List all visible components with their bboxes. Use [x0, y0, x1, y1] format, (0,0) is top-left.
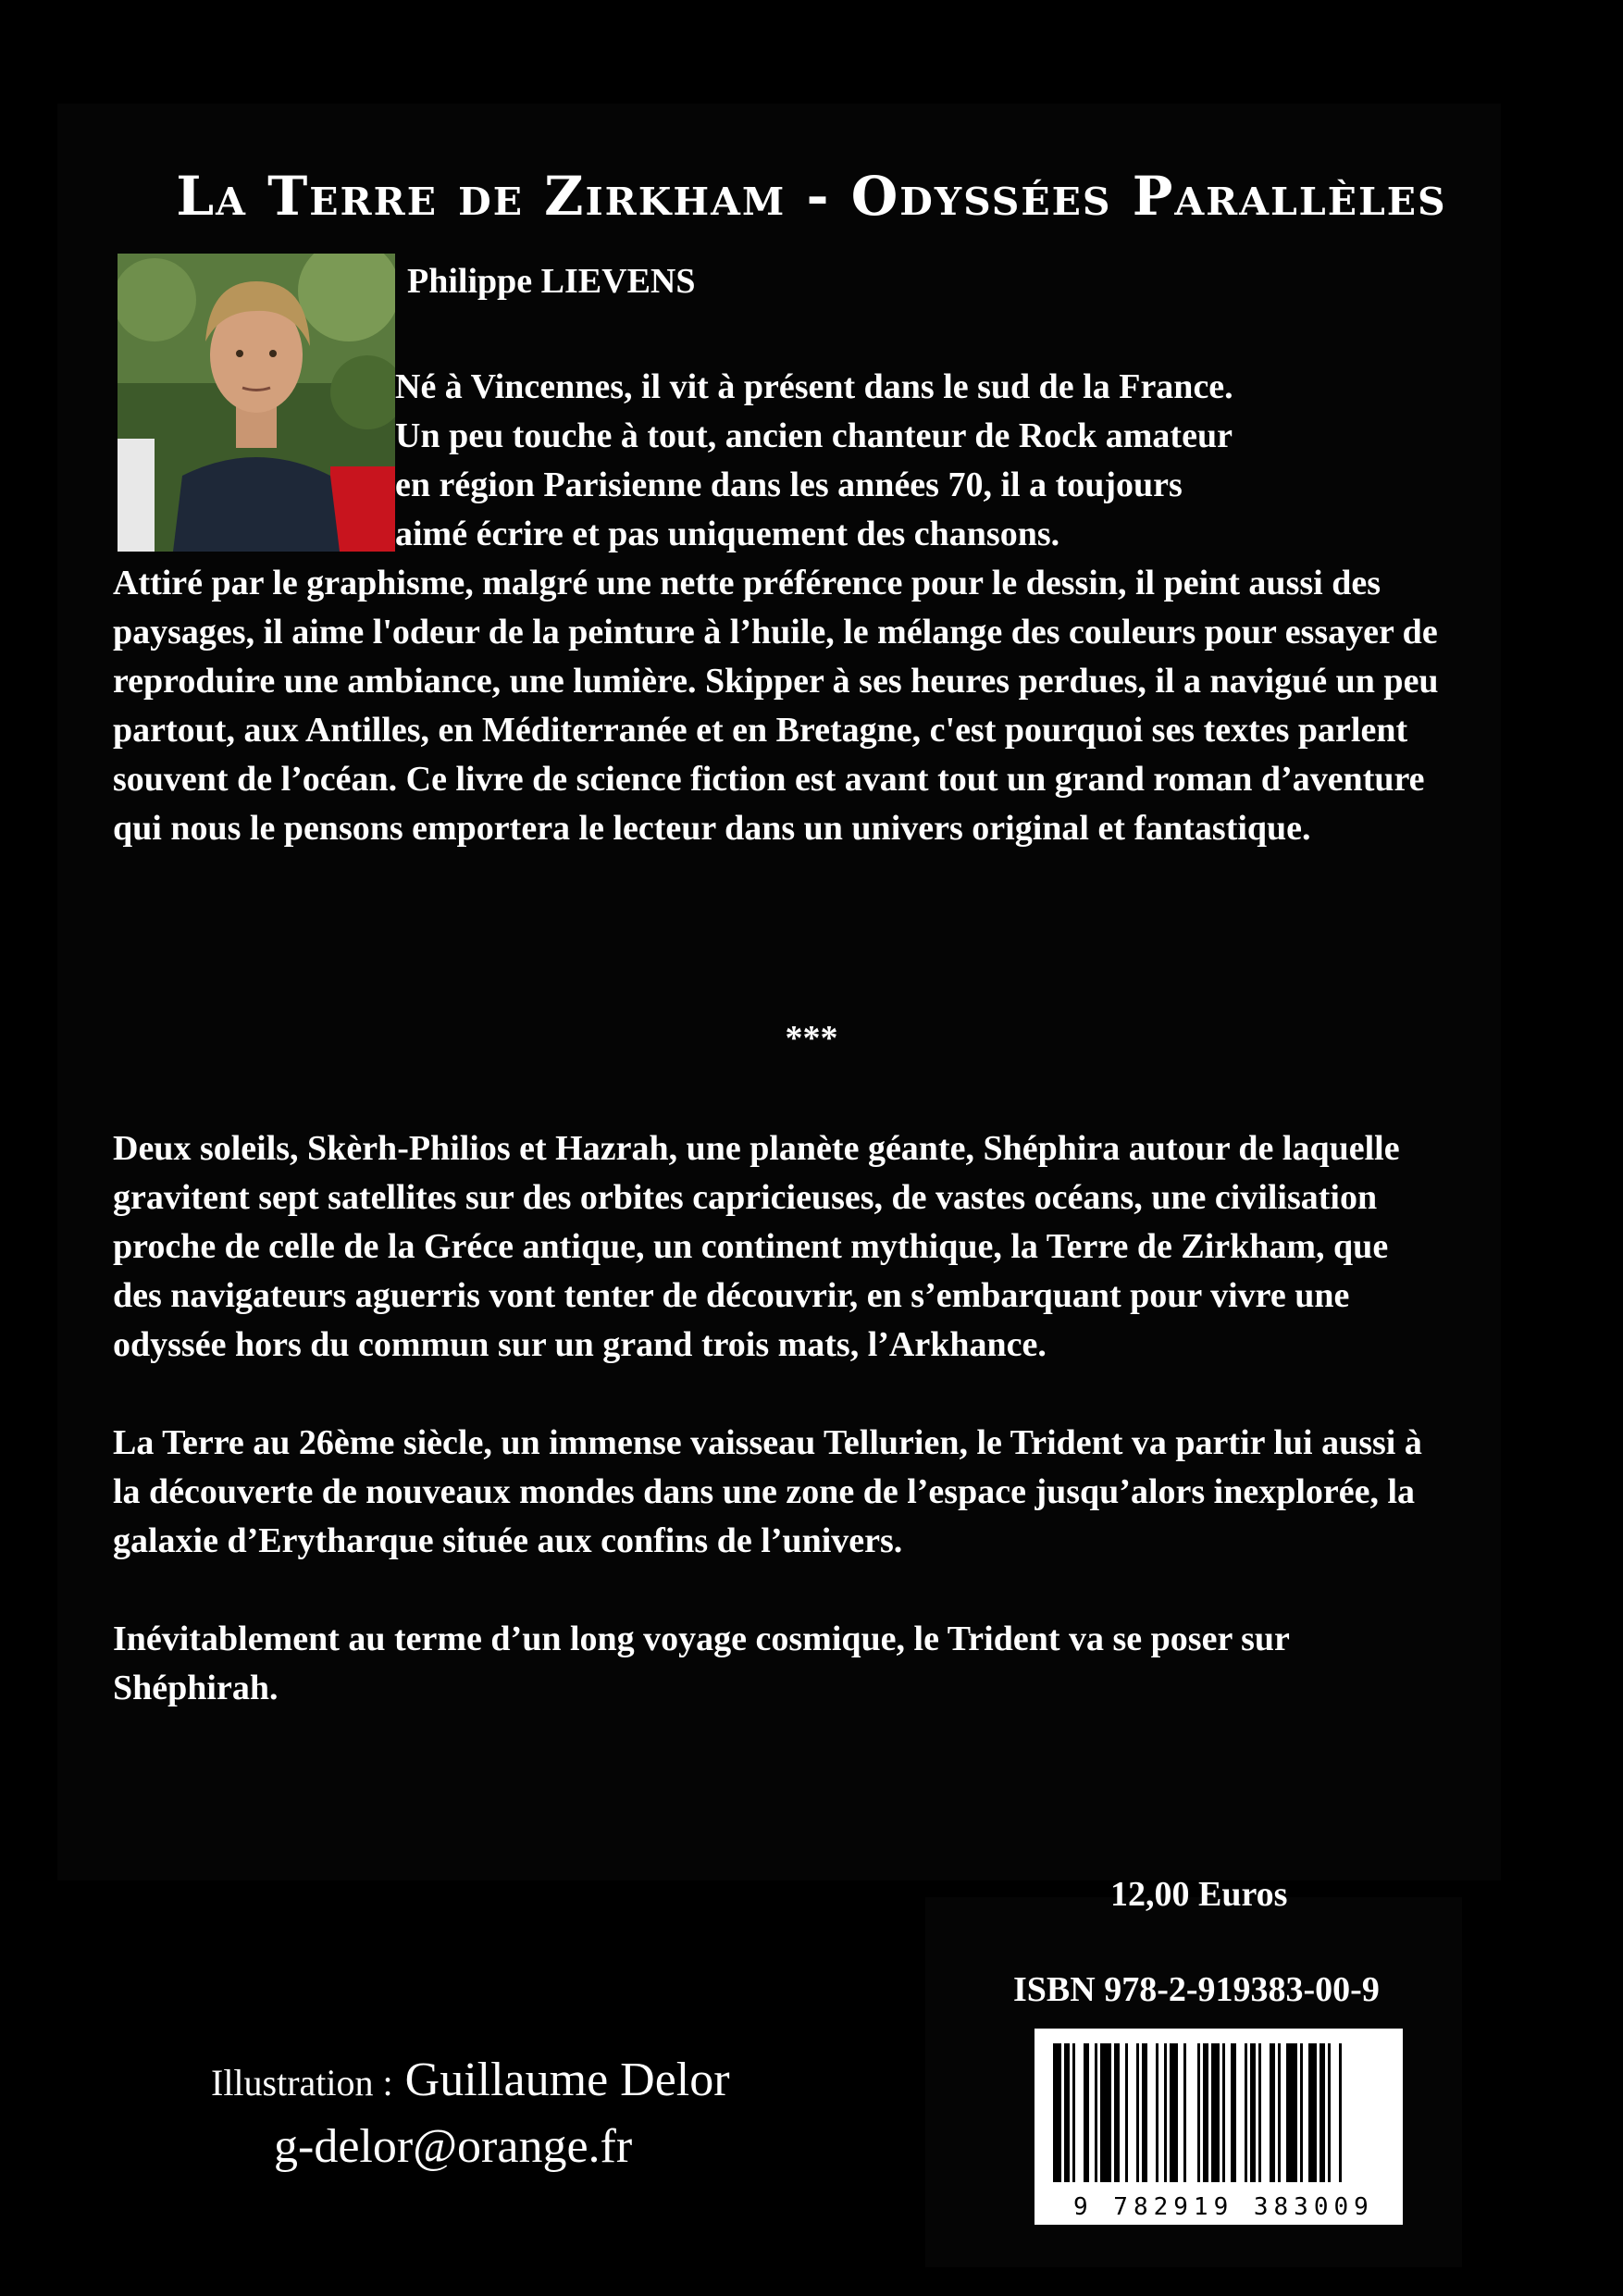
illustrator-email: g-delor@orange.fr — [274, 2120, 633, 2173]
synopsis — [113, 1124, 1427, 1762]
credit-name: Guillaume Delor — [404, 2054, 730, 2106]
author-name: Philippe LIEVENS — [407, 262, 696, 301]
illustration-credit — [211, 2053, 730, 2107]
bio-paragraph: Attiré par le graphisme, malgré une nette préférence pour le dessin, il peint aussi des paysages, il aime l'odeur de la peinture à l’huile, le mélange des couleurs pour essayer de reproduire une ambiance, une lumière. Skipper à ses heures perdues, il a navigué un peu partout, aux Antilles, en Méditerranée et en Bretagne, c'est pourquoi ses textes parlent souvent de l’océan. Ce livre de science fiction est avant tout un grand roman d’aventure qui nous le pensons emportera le lecteur dans un univers original et fantastique. — [113, 564, 1439, 848]
bio-line: Né à Vincennes, il vit à présent dans le sud de la France. — [395, 367, 1233, 406]
bio-line: en région Parisienne dans les années 70, il a toujours — [395, 465, 1183, 504]
bio-indented-block — [113, 363, 1445, 559]
author-bio — [113, 363, 1445, 853]
bio-line: aimé écrire et pas uniquement des chansons. — [395, 515, 1060, 553]
price: 12,00 Euros — [1110, 1875, 1288, 1914]
bio-line: Un peu touche à tout, ancien chanteur de Rock amateur — [395, 416, 1233, 455]
synopsis-paragraph: Inévitablement au terme d’un long voyage cosmique, le Trident va se poser sur Shéphirah. — [113, 1620, 1290, 1707]
synopsis-paragraph: Deux soleils, Skèrh-Philios et Hazrah, une planète géante, Shéphira autour de laquelle gravitent sept satellites sur des orbites capricieuses, de vastes océans, une civilisation proche de celle de la Gréce antique, un continent mythique, la Terre de Zirkham, que des navigateurs aguerris vont tenter de découvrir, en s’embarquant pour vivre une odyssée hors du commun sur un grand trois mats, l’Arkhance. — [113, 1129, 1400, 1364]
credit-label: Illustration : — [211, 2062, 393, 2104]
isbn: ISBN 978-2-919383-00-9 — [1013, 1970, 1380, 2009]
synopsis-paragraph: La Terre au 26ème siècle, un immense vaisseau Tellurien, le Trident va partir lui aussi à la découverte de nouveaux mondes dans une zone de l’espace jusqu’alors inexplorée, la galaxie d’Erytharque située aux confins de l’univers. — [113, 1423, 1422, 1560]
barcode-digits: 9 782919 383009 — [1073, 2193, 1374, 2221]
book-title: La Terre de Zirkham - Odyssées Parallèles — [176, 165, 1447, 228]
section-separator: *** — [785, 1019, 838, 1058]
